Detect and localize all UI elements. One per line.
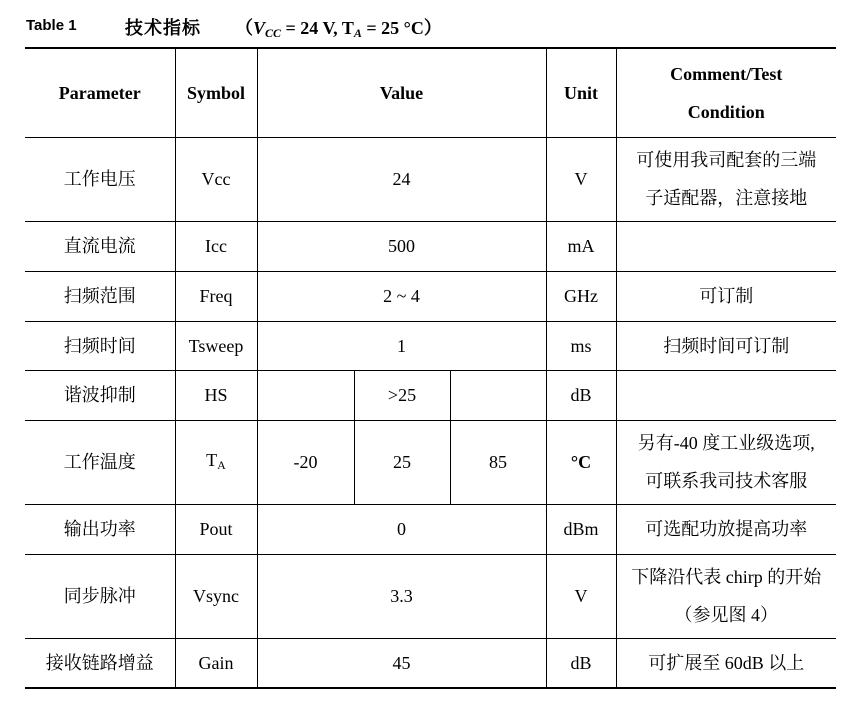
value-cell: 1 (257, 321, 546, 370)
min-cell: -20 (257, 420, 354, 504)
unit-cell: dBm (546, 504, 616, 554)
table-row (25, 504, 836, 554)
symbol-cell: Pout (175, 504, 257, 554)
min-cell (257, 370, 354, 420)
comment-cell: 可选配功放提高功率 (645, 519, 808, 539)
unit-cell: V (546, 137, 616, 221)
value-cell: 0 (257, 504, 546, 554)
symbol-cell: Vsync (175, 554, 257, 638)
typ-cell: >25 (354, 370, 450, 420)
value-cell: 24 (257, 137, 546, 221)
comment-cell (616, 370, 836, 420)
header-unit: Unit (546, 48, 616, 137)
param-cell: 扫频时间 (25, 321, 175, 370)
param-cell: 输出功率 (25, 504, 175, 554)
table-caption (26, 12, 856, 38)
table-row (25, 638, 836, 688)
header-symbol: Symbol (175, 48, 257, 137)
header-value: Value (257, 48, 546, 137)
header-comment: Comment/Test Condition (670, 63, 783, 122)
symbol-cell: Gain (175, 638, 257, 688)
value-cell: 2 ~ 4 (257, 271, 546, 321)
table-row (25, 554, 836, 638)
spec-table (25, 47, 836, 689)
unit-cell: GHz (546, 271, 616, 321)
header-row (25, 48, 836, 137)
unit-cell: dB (546, 370, 616, 420)
comment-cell: 另有-40 度工业级选项, 可联系我司技术客服 (637, 433, 815, 491)
symbol-cell: Icc (175, 221, 257, 271)
max-cell (450, 370, 546, 420)
comment-cell: 可订制 (699, 286, 754, 306)
param-cell: 工作电压 (25, 137, 175, 221)
value-cell: 500 (257, 221, 546, 271)
param-cell: 工作温度 (25, 420, 175, 504)
symbol-cell: Tsweep (175, 321, 257, 370)
param-cell: 直流电流 (25, 221, 175, 271)
table-row (25, 420, 836, 504)
unit-cell: V (546, 554, 616, 638)
max-cell: 85 (450, 420, 546, 504)
table-condition: （$V_{CC} = 24$ V, $T_A = 25$ °C） (235, 18, 442, 40)
symbol-cell: Freq (175, 271, 257, 321)
param-cell: 谐波抑制 (25, 370, 175, 420)
comment-cell: 扫频时间可订制 (663, 335, 790, 356)
unit-cell: dB (546, 638, 616, 688)
symbol-cell: Vcc (175, 137, 257, 221)
header-parameter: Parameter (25, 48, 175, 137)
table-title: 技术指标 (125, 18, 201, 38)
table-row (25, 137, 836, 221)
typ-cell: 25 (354, 420, 450, 504)
param-cell: 扫频范围 (25, 271, 175, 321)
table-row (25, 221, 836, 271)
table-row (25, 321, 836, 370)
param-cell: 接收链路增益 (25, 638, 175, 688)
param-cell: 同步脉冲 (25, 554, 175, 638)
unit-cell: mA (546, 221, 616, 271)
symbol-cell: HS (175, 370, 257, 420)
unit-cell: ms (546, 321, 616, 370)
comment-cell: 可扩展至 60dB 以上 (648, 652, 805, 673)
comment-cell: 下降沿代表 chirp 的开始 （参见图 4） (631, 567, 822, 625)
table-row (25, 370, 836, 420)
comment-cell: 可使用我司配套的三端 子适配器，注意接地 (636, 150, 817, 208)
value-cell: 45 (257, 638, 546, 688)
symbol-cell: $T_A$ (175, 420, 257, 504)
unit-cell: °C (546, 420, 616, 504)
table-row (25, 271, 836, 321)
comment-cell (616, 221, 836, 271)
value-cell: 3.3 (257, 554, 546, 638)
table-label: Table 1 (26, 17, 77, 34)
